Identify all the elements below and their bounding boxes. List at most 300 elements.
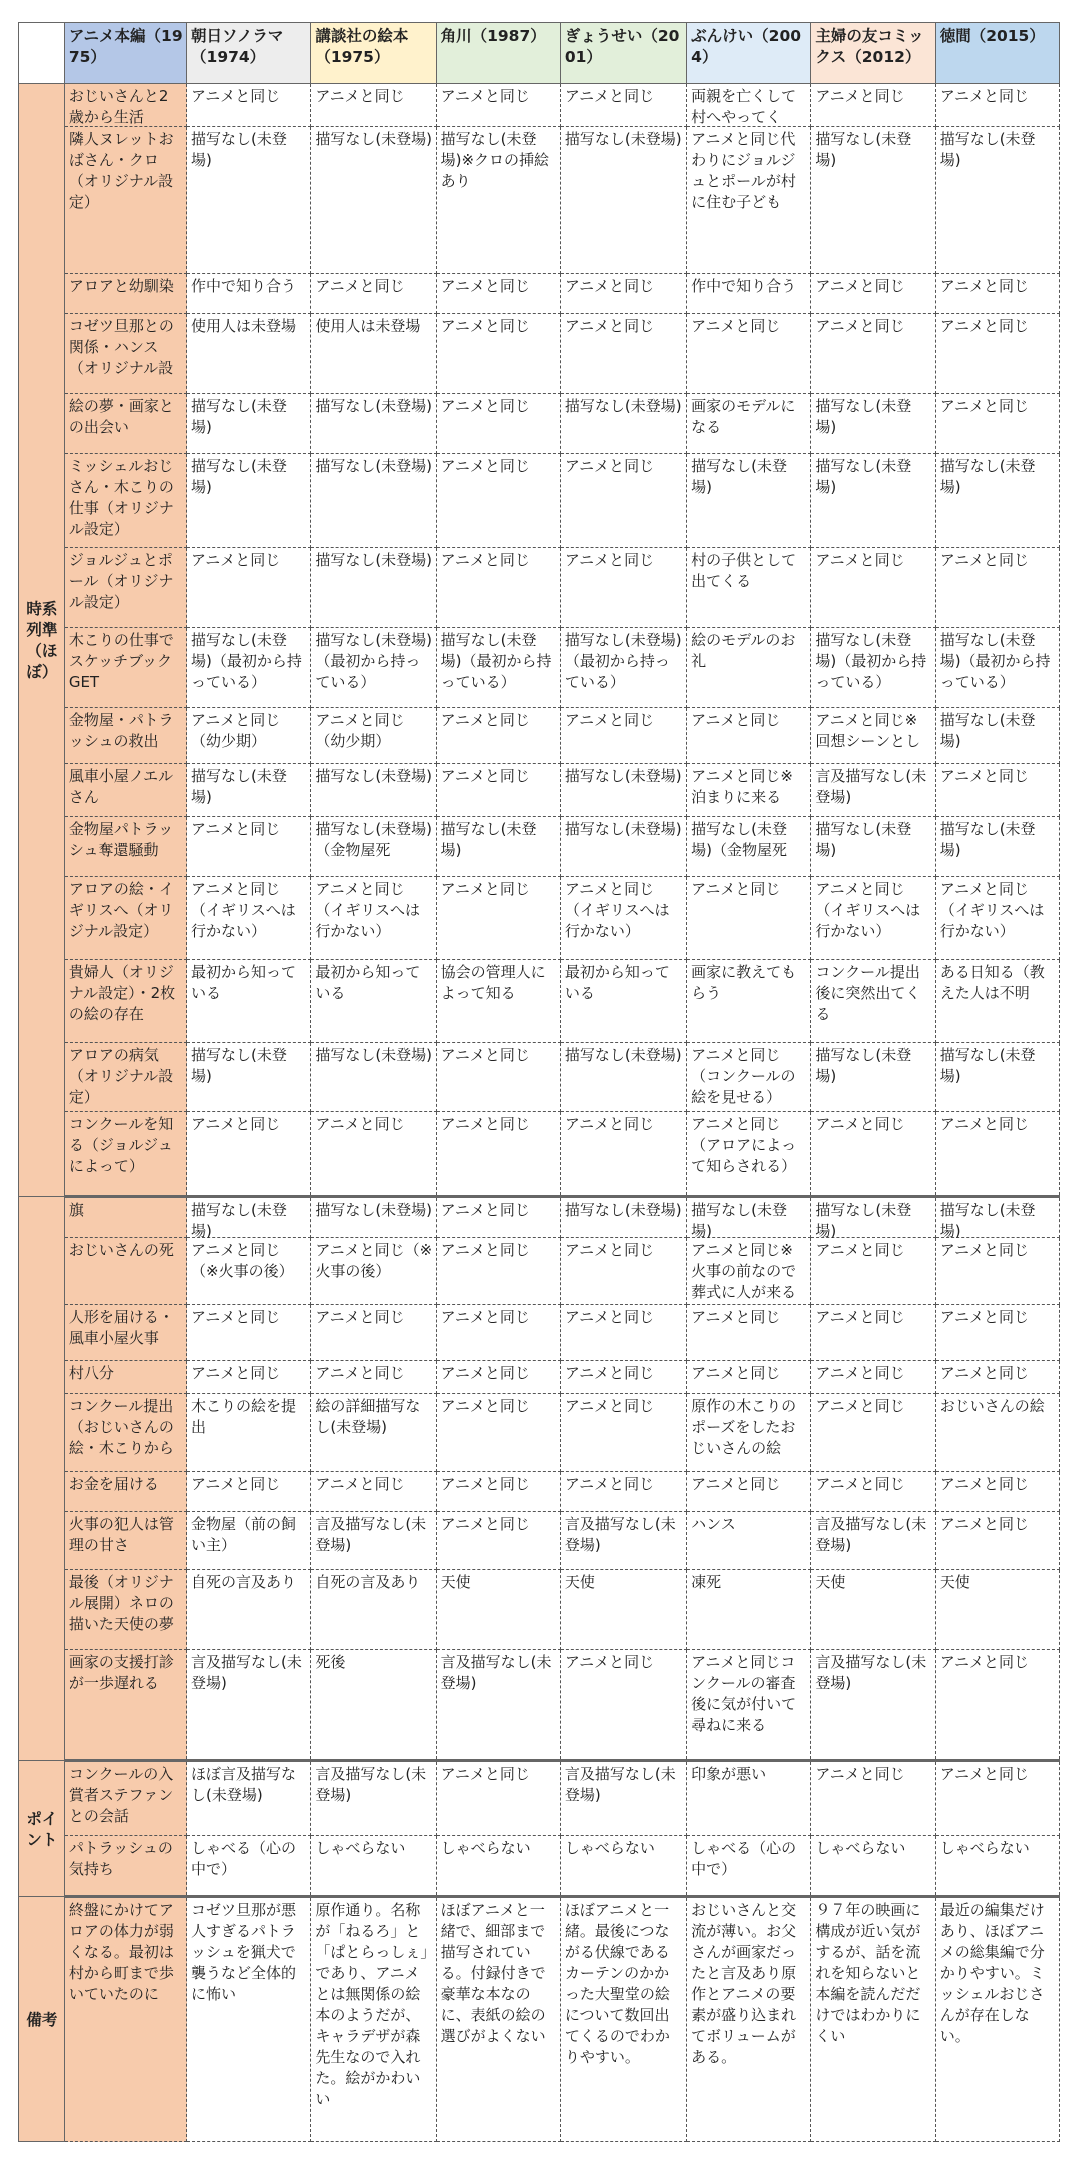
cell-text: しゃべらない (939, 1839, 1030, 1858)
cell-text: アニメと同じ (939, 317, 1029, 336)
table-cell (311, 1043, 436, 1112)
cell-text: アニメと同じ (564, 1653, 655, 1672)
table-cell (187, 547, 311, 627)
table-cell (811, 1304, 935, 1360)
anime-cell (64, 273, 186, 313)
cell-text: アニメと同じ (440, 1240, 530, 1259)
table-cell (560, 1570, 686, 1650)
cell-text: アニメと同じ（※火事の後） (315, 1240, 433, 1280)
cell-text: コンクール提出後に突然出てくる (815, 963, 921, 1024)
cell-text: 描写なし(未登場) (191, 397, 287, 437)
table-cell (187, 1471, 311, 1511)
table-cell (935, 960, 1059, 1043)
table-cell (687, 1897, 811, 2142)
table-cell (311, 1836, 436, 1897)
cell-text: 描写なし(未登場) (815, 1046, 912, 1086)
cell-text: 自死の言及あり (191, 1573, 297, 1592)
cell-text: 描写なし(未登場) (440, 820, 537, 860)
table-row (19, 1112, 1060, 1196)
table-cell (436, 314, 560, 394)
cell-text: アニメと同じ (815, 550, 905, 569)
table-cell (687, 1761, 811, 1836)
table-cell (187, 127, 311, 274)
cell-text: アニメと同じ (440, 880, 530, 899)
cell-text: アニメと同じ (691, 317, 781, 336)
table-cell (187, 1237, 311, 1304)
table-cell (687, 1471, 811, 1511)
table-cell (687, 1360, 811, 1393)
cell-text: アニメと同じ (440, 1474, 530, 1493)
cell-text: アニメと同じ (315, 87, 405, 106)
row-topic-text: 絵の夢・画家との出会い (68, 397, 174, 437)
cell-text: アニメと同じ (315, 1307, 405, 1326)
section-label: 備考 (19, 1897, 65, 2142)
cell-text: しゃべらない (564, 1839, 655, 1858)
cell-text: 描写なし(未登場) (191, 766, 287, 806)
table-cell (687, 817, 811, 877)
table-cell (311, 707, 436, 763)
table-cell (560, 1511, 686, 1570)
cell-text: しゃべらない (815, 1839, 906, 1858)
cell-text: 描写なし(未登場)（最初から持っている） (440, 630, 552, 691)
cell-text: アニメと同じ (440, 1363, 530, 1382)
table-cell (311, 1304, 436, 1360)
anime-cell (64, 1471, 186, 1511)
table-cell (187, 1897, 311, 2142)
section-label: 時系列準（ほぼ） (19, 84, 65, 1196)
cell-text: アニメと同じ (939, 1514, 1029, 1533)
anime-cell (64, 1511, 186, 1570)
cell-text: アニメと同じ (815, 1363, 905, 1382)
column-header: 主婦の友コミックス（2012） (811, 23, 935, 84)
table-cell (436, 1570, 560, 1650)
cell-text: アニメと同じ (440, 1397, 530, 1416)
table-cell (436, 1237, 560, 1304)
cell-text: アニメと同じ (939, 550, 1029, 569)
table-cell (436, 817, 560, 877)
table-row (19, 273, 1060, 313)
cell-text: 最初から知っている (315, 963, 421, 1003)
row-topic-text: 旗 (68, 1200, 84, 1219)
table-cell (811, 1836, 935, 1897)
table-cell (935, 1304, 1059, 1360)
cell-text: アニメと同じ (939, 1363, 1029, 1382)
table-cell (811, 1761, 935, 1836)
column-header: ぶんけい（2004） (687, 23, 811, 84)
table-row (19, 1360, 1060, 1393)
row-topic-text: ジョルジュとポール（オリジナル設定） (68, 550, 174, 611)
cell-text: アニメと同じ (939, 766, 1029, 785)
table-cell (935, 877, 1059, 960)
cell-text: 描写なし(未登場)（最初から持っている） (939, 630, 1051, 691)
table-cell (811, 1196, 935, 1240)
cell-text: 描写なし(未登場) (191, 1046, 287, 1086)
cell-text: 最初から知っている (191, 963, 297, 1003)
anime-cell (64, 454, 186, 547)
cell-text: コゼツ旦那が悪人すぎるパトラッシュを猟犬で襲うなど全体的に怖い (191, 1901, 297, 2004)
table-cell (687, 960, 811, 1043)
table-cell (935, 547, 1059, 627)
cell-text: アニメと同じ (939, 1474, 1029, 1493)
cell-text: ９７年の映画に構成が近い気がするが、話を流れを知らないと本編を読んだだけではわかりにくい (815, 1901, 921, 2046)
row-topic-text: 火事の犯人は管理の甘さ (68, 1514, 174, 1554)
cell-text: 言及描写なし(未登場) (440, 1653, 552, 1693)
table-cell (811, 454, 935, 547)
table-cell (935, 1471, 1059, 1511)
cell-text: アニメと同じ (440, 1765, 530, 1784)
row-topic-text: 終盤にかけてアロアの体力が弱くなる。最初は村から町まで歩いていたのに (68, 1901, 174, 2004)
cell-text: アニメと同じ (191, 1474, 281, 1493)
cell-text: 画家のモデルになる (691, 397, 796, 437)
row-topic-text: パトラッシュの気持ち (68, 1839, 173, 1879)
cell-text: アニメと同じ (440, 276, 530, 295)
table-cell (935, 1761, 1059, 1836)
table-cell (187, 627, 311, 707)
table-row (19, 960, 1060, 1043)
cell-text: アニメと同じ (691, 710, 781, 729)
table-cell (935, 273, 1059, 313)
cell-text: しゃべらない (440, 1839, 531, 1858)
cell-text: アニメと同じ（イギリスへは行かない） (815, 880, 921, 941)
table-cell (436, 1196, 560, 1237)
table-cell (311, 1112, 436, 1196)
cell-text: 言及描写なし(未登場) (564, 1765, 676, 1805)
column-header: ぎょうせい（2001） (560, 23, 686, 84)
table-cell (560, 1897, 686, 2142)
table-cell (935, 1897, 1059, 2142)
table-cell (811, 273, 935, 313)
row-topic-text: おじいさんと2歳から生活 (68, 87, 169, 127)
row-topic-text: 画家の支援打診が一歩遅れる (68, 1653, 174, 1693)
column-header: アニメ本編（1975） (64, 23, 186, 84)
table-cell (811, 707, 935, 763)
table-cell (436, 1471, 560, 1511)
cell-text: 描写なし(未登場) (191, 457, 287, 497)
cell-text: アニメと同じ (315, 276, 405, 295)
table-cell (935, 1511, 1059, 1570)
table-cell (811, 817, 935, 877)
cell-text: アニメと同じ (564, 1474, 655, 1493)
cell-text: アニメと同じ (939, 1653, 1029, 1672)
table-cell (187, 1761, 311, 1836)
cell-text: 自死の言及あり (315, 1573, 421, 1592)
cell-text: 描写なし(未登場) (564, 766, 682, 785)
table-cell (687, 314, 811, 394)
row-topic-text: 村八分 (68, 1363, 114, 1382)
table-cell (311, 763, 436, 816)
table-cell (311, 547, 436, 627)
cell-text: 描写なし(未登場) (939, 1200, 1036, 1240)
cell-text: 天使 (440, 1573, 471, 1592)
table-cell (436, 1043, 560, 1112)
anime-cell (64, 1650, 186, 1761)
table-cell (935, 1196, 1059, 1240)
cell-text: ハンス (691, 1514, 736, 1533)
table-cell (560, 1360, 686, 1393)
table-cell (311, 1650, 436, 1761)
cell-text: アニメと同じ※火事の前なので葬式に人が来る (691, 1240, 797, 1301)
cell-text: アニメと同じ (564, 1115, 655, 1134)
cell-text: 描写なし(未登場) (315, 550, 433, 569)
cell-text: 描写なし(未登場) (564, 130, 682, 149)
table-cell (935, 1043, 1059, 1112)
table-cell (311, 960, 436, 1043)
anime-cell (64, 1112, 186, 1196)
cell-text: 死後 (315, 1653, 346, 1672)
cell-text: 言及描写なし(未登場) (815, 1653, 927, 1693)
table-row (19, 1511, 1060, 1570)
cell-text: 原作の木こりのポーズをしたおじいさんの絵 (691, 1397, 797, 1458)
row-topic-text: 貴婦人（オリジナル設定）・2枚の絵の存在 (68, 963, 176, 1024)
cell-text: 描写なし(未登場) (815, 130, 912, 170)
cell-text: アニメと同じ (564, 1397, 655, 1416)
table-row (19, 1043, 1060, 1112)
cell-text: 描写なし(未登場) (191, 1200, 287, 1240)
cell-text: アニメと同じ (815, 1474, 905, 1493)
cell-text: アニメと同じ (440, 710, 530, 729)
cell-text: アニメと同じ (440, 1514, 530, 1533)
cell-text: アニメと同じ（イギリスへは行かない） (564, 880, 670, 941)
table-cell (187, 1043, 311, 1112)
anime-cell (64, 1394, 186, 1471)
table-cell (187, 1570, 311, 1650)
table-row (19, 1650, 1060, 1761)
table-cell (811, 1897, 935, 2142)
section-label: ポイント (19, 1761, 65, 1897)
table-cell (560, 1237, 686, 1304)
section-label (19, 1196, 65, 1761)
table-cell (687, 394, 811, 454)
cell-text: 天使 (564, 1573, 595, 1592)
table-cell (935, 127, 1059, 274)
table-cell (811, 1394, 935, 1471)
table-cell (187, 817, 311, 877)
table-cell (311, 1471, 436, 1511)
anime-cell (64, 1196, 186, 1237)
cell-text: 描写なし(未登場) (315, 766, 433, 785)
table-cell (436, 454, 560, 547)
cell-text: 天使 (815, 1573, 846, 1592)
cell-text: 絵のモデルのお礼 (691, 630, 796, 670)
cell-text: しゃべる（心の中で） (691, 1839, 797, 1879)
table-cell (436, 877, 560, 960)
table-cell (560, 817, 686, 877)
table-cell (311, 454, 436, 547)
cell-text: しゃべる（心の中で） (191, 1839, 297, 1879)
anime-cell (64, 763, 186, 816)
table-cell (311, 314, 436, 394)
row-topic-text: 木こりの仕事でスケッチブックGET (68, 630, 174, 691)
table-cell (811, 960, 935, 1043)
row-topic-text: コンクールの入賞者ステファンとの会話 (68, 1765, 174, 1826)
table-cell (311, 877, 436, 960)
table-row (19, 1394, 1060, 1471)
cell-text: 描写なし(未登場) (939, 457, 1036, 497)
cell-text: アニメと同じ (440, 317, 530, 336)
table-cell (311, 273, 436, 313)
row-topic-text: 最後（オリジナル展開）ネロの描いた天使の夢 (68, 1573, 174, 1634)
cell-text: アニメと同じ (564, 317, 655, 336)
row-topic-text: コンクールを知る（ジョルジュによって） (68, 1115, 174, 1176)
cell-text: 木こりの絵を提出 (191, 1397, 297, 1437)
table-cell (687, 707, 811, 763)
cell-text: アニメと同じ※回想シーンとし (815, 710, 921, 750)
table-cell (811, 1650, 935, 1761)
cell-text: アニメと同じ (939, 87, 1029, 106)
cell-text: アニメと同じ (939, 1765, 1029, 1784)
table-cell (560, 1471, 686, 1511)
table-cell (811, 1471, 935, 1511)
cell-text: アニメと同じ (564, 87, 655, 106)
row-topic-text: アロアの絵・イギリスへ（オリジナル設定） (68, 880, 174, 941)
row-topic-text: アロアの病気（オリジナル設定） (68, 1046, 174, 1107)
table-cell (811, 1112, 935, 1196)
anime-cell (64, 707, 186, 763)
table-cell (935, 1237, 1059, 1304)
table-cell (187, 1304, 311, 1360)
table-cell (687, 84, 811, 127)
cell-text: アニメと同じ (815, 87, 905, 106)
table-row (19, 707, 1060, 763)
cell-text: アニメと同じ (815, 1240, 905, 1259)
table-cell (811, 763, 935, 816)
cell-text: 描写なし(未登場)（金物屋死 (315, 820, 433, 860)
cell-text: アニメと同じ (815, 1307, 905, 1326)
table-cell (935, 1112, 1059, 1196)
cell-text: アニメと同じ (564, 1307, 655, 1326)
table-cell (560, 1304, 686, 1360)
table-cell (436, 1897, 560, 2142)
cell-text: 描写なし(未登場) (691, 457, 788, 497)
cell-text: アニメと同じ（幼少期） (191, 710, 281, 750)
cell-text: 描写なし(未登場) (564, 820, 682, 839)
cell-text: 言及描写なし(未登場) (315, 1765, 427, 1805)
table-row (19, 127, 1060, 274)
table-cell (187, 1511, 311, 1570)
table-cell (436, 1360, 560, 1393)
cell-text: 言及描写なし(未登場) (191, 1653, 302, 1693)
cell-text: 描写なし(未登場) (564, 1046, 682, 1065)
cell-text: アニメと同じ (564, 550, 655, 569)
cell-text: 描写なし(未登場) (815, 1200, 912, 1240)
cell-text: アニメと同じ (564, 1240, 655, 1259)
table-cell (560, 1394, 686, 1471)
table-cell (935, 1570, 1059, 1650)
cell-text: アニメと同じ（アロアによって知らされる） (691, 1115, 797, 1176)
cell-text: アニメと同じ (939, 1240, 1029, 1259)
cell-text: 描写なし(未登場) (564, 1200, 682, 1219)
table-cell (935, 1650, 1059, 1761)
table-row (19, 817, 1060, 877)
table-cell (811, 127, 935, 274)
table-row (19, 1471, 1060, 1511)
cell-text: 絵の詳細描写なし(未登場) (315, 1397, 421, 1437)
anime-cell (64, 127, 186, 274)
row-topic-text: コゼツ旦那との関係・ハンス（オリジナル設 (68, 317, 174, 378)
table-cell (935, 707, 1059, 763)
table-cell (436, 1112, 560, 1196)
table-cell (935, 454, 1059, 547)
table-row (19, 394, 1060, 454)
table-cell (560, 763, 686, 816)
cell-text: アニメと同じ (315, 1363, 405, 1382)
cell-text: 描写なし(未登場) (315, 1200, 433, 1219)
cell-text: アニメと同じ (815, 1397, 905, 1416)
cell-text: アニメと同じ (440, 1046, 530, 1065)
cell-text: アニメと同じ (191, 1307, 281, 1326)
cell-text: アニメと同じ (939, 276, 1029, 295)
anime-cell (64, 627, 186, 707)
table-cell (811, 394, 935, 454)
table-cell (687, 1043, 811, 1112)
cell-text: アニメと同じ (691, 1307, 781, 1326)
cell-text: アニメと同じ (315, 1474, 405, 1493)
cell-text: アニメと同じ (440, 87, 530, 106)
table-cell (436, 273, 560, 313)
anime-cell (64, 1570, 186, 1650)
cell-text: 描写なし(未登場)（金物屋死 (691, 820, 788, 860)
table-cell (436, 960, 560, 1043)
cell-text: ある日知る（教えた人は不明 (939, 963, 1045, 1003)
cell-text: 描写なし(未登場) (315, 397, 433, 416)
cell-text: アニメと同じ（イギリスへは行かない） (939, 880, 1045, 941)
cell-text: 最近の編集だけあり、ほぼアニメの総集編で分かりやすい。ミッシェルおじさんが存在しない。 (939, 1901, 1045, 2046)
table-cell (311, 1570, 436, 1650)
cell-text: アニメと同じ (691, 1363, 781, 1382)
cell-text: 言及描写なし(未登場) (815, 766, 927, 806)
table-cell (436, 627, 560, 707)
table-cell (811, 314, 935, 394)
anime-cell (64, 394, 186, 454)
table-cell (811, 547, 935, 627)
cell-text: アニメと同じ (315, 1115, 405, 1134)
anime-cell (64, 1237, 186, 1304)
table-cell (687, 627, 811, 707)
corner-cell (19, 23, 65, 84)
row-topic-text: ミッシェルおじさん・木こりの仕事（オリジナル設定） (68, 457, 174, 539)
table-cell (311, 1897, 436, 2142)
cell-text: アニメと同じ (191, 87, 281, 106)
table-cell (436, 1511, 560, 1570)
table-cell (687, 1570, 811, 1650)
column-header: 講談社の絵本（1975） (311, 23, 436, 84)
cell-text: 使用人は未登場 (191, 317, 297, 336)
table-cell (560, 314, 686, 394)
cell-text: アニメと同じ（コンクールの絵を見せる） (691, 1046, 796, 1107)
table-cell (811, 1237, 935, 1304)
cell-text: アニメと同じ (191, 1115, 281, 1134)
table-cell (311, 1394, 436, 1471)
table-row (19, 1897, 1060, 2142)
cell-text: アニメと同じ代わりにジョルジュとポールが村に住む子ども (691, 130, 796, 212)
table-cell (811, 627, 935, 707)
cell-text: 描写なし(未登場)（最初から持っている） (564, 630, 682, 691)
cell-text: アニメと同じ (815, 317, 905, 336)
cell-text: おじいさんの絵 (939, 1397, 1045, 1416)
table-cell (560, 394, 686, 454)
cell-text: アニメと同じ (564, 1363, 655, 1382)
table-cell (187, 960, 311, 1043)
cell-text: 言及描写なし(未登場) (564, 1514, 676, 1554)
table-cell (187, 454, 311, 547)
table-cell (687, 763, 811, 816)
table-cell (811, 1043, 935, 1112)
table-cell (935, 817, 1059, 877)
table-cell (187, 1360, 311, 1393)
anime-cell (64, 314, 186, 394)
table-cell (560, 273, 686, 313)
anime-cell (64, 547, 186, 627)
